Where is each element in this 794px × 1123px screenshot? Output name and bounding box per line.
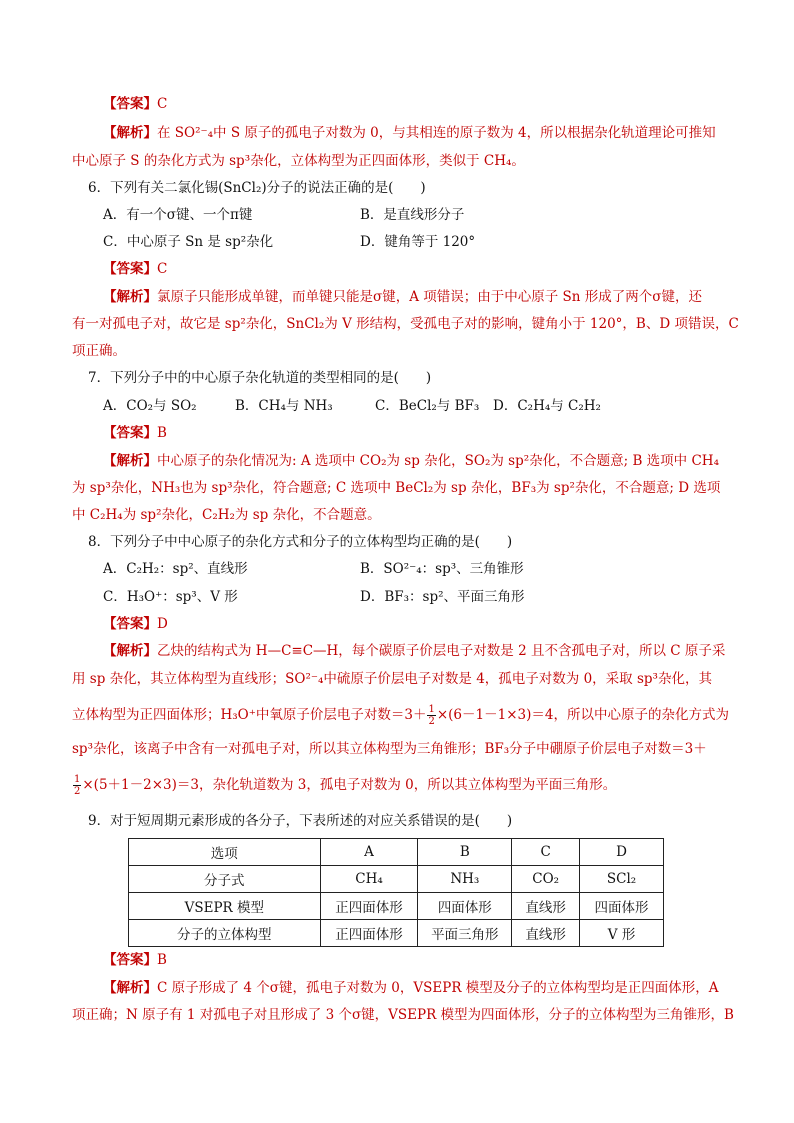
q7-analysis-line1: 【解析】中心原子的杂化情况为: A 选项中 CO₂为 sp 杂化，SO₂为 sp²杂化，不合题意; B 选项中 CH₄: [103, 453, 719, 469]
q7-analysis-line2: 为 sp³杂化，NH₃也为 sp³杂化，符合题意; C 选项中 BeCl₂为 sp 杂化，BF₃为 sp²杂化，不合题意; D 选项: [72, 480, 721, 496]
table-cell: SCl₂: [580, 866, 664, 893]
q7-option-c: C．BeCl₂与 BF₃: [375, 398, 480, 414]
q7-analysis-line3: 中 C₂H₄为 sp²杂化，C₂H₂为 sp 杂化，不合题意。: [72, 507, 381, 523]
q8-analysis-line2: 用 sp 杂化，其立体构型为直线形；SO²⁻₄中硫原子价层电子对数是 4，孤电子对数为 0，采取 sp³杂化，其: [72, 671, 712, 687]
table-cell: 分子的立体构型: [129, 920, 321, 947]
q8-option-b: B．SO²⁻₄：sp³、三角锥形: [360, 561, 524, 577]
q9-analysis-line2: 项正确；N 原子有 1 对孤电子对且形成了 3 个σ键，VSEPR 模型为四面体形，分子的立体构型为三角锥形，B: [72, 1007, 734, 1023]
q6-option-b: B．是直线形分子: [360, 207, 465, 223]
q8-analysis-line3: 立体构型为正四面体形；H₃O⁺中氧原子价层电子对数＝3＋ $\frac{1}{2}$ ×(6－1－1×3)＝4，所以中心原子的杂化方式为: [72, 704, 729, 727]
q6-stem: 6．下列有关二氯化锡(SnCl₂)分子的说法正确的是( ): [88, 180, 426, 196]
q8-stem: 8．下列分子中中心原子的杂化方式和分子的立体构型均正确的是( ): [88, 534, 513, 550]
table-cell: V 形: [580, 920, 664, 947]
q8-answer: 【答案】D: [103, 616, 168, 632]
q6-analysis-line2: 有一对孤电子对，故它是 sp²杂化，SnCl₂为 V 形结构，受孤电子对的影响，键角小于 120°，B、D 项错误，C: [72, 316, 739, 332]
fraction-one-half: $\frac{1}{2}$: [428, 704, 435, 727]
q8-analysis-line5: $\frac{1}{2}$ ×(5＋1－2×3)＝3，杂化轨道数为 3，孤电子对数为 0，所以其立体构型为平面三角形。: [74, 774, 617, 797]
table-cell: A: [320, 839, 418, 866]
q9-analysis-line1: 【解析】C 原子形成了 4 个σ键，孤电子对数为 0，VSEPR 模型及分子的立体构型均是正四面体形，A: [103, 980, 719, 996]
q9-answer: 【答案】B: [103, 952, 167, 968]
q7-option-b: B．CH₄与 NH₃: [235, 398, 333, 414]
q7-answer: 【答案】B: [103, 425, 167, 441]
q8-option-a: A．C₂H₂：sp²、直线形: [103, 561, 248, 577]
table-cell: CO₂: [512, 866, 580, 893]
q6-analysis-line3: 项正确。: [72, 343, 126, 359]
q6-answer: 【答案】C: [103, 261, 168, 277]
table-cell: VSEPR 模型: [129, 893, 321, 920]
q8-analysis-line1: 【解析】乙炔的结构式为 H—C≡C—H，每个碳原子价层电子对数是 2 且不含孤电子对，所以 C 原子采: [103, 643, 726, 659]
table-cell: 直线形: [512, 893, 580, 920]
table-row: [129, 893, 664, 920]
table-cell: 选项: [129, 839, 321, 866]
q8-analysis-line4: sp³杂化，该离子中含有一对孤电子对，所以其立体构型为三角锥形；BF₃分子中硼原子价层电子对数＝3＋: [72, 741, 707, 757]
table-cell: D: [580, 839, 664, 866]
table-cell: C: [512, 839, 580, 866]
q6-option-d: D．键角等于 120°: [360, 234, 476, 250]
q5-analysis-line2: 中心原子 S 的杂化方式为 sp³杂化，立体构型为正四面体形，类似于 CH₄。: [72, 153, 525, 169]
table-row: [129, 920, 664, 947]
fraction-one-half: $\frac{1}{2}$: [74, 774, 81, 797]
table-row: [129, 839, 664, 866]
table-cell: 四面体形: [580, 893, 664, 920]
q6-analysis-line1: 【解析】氯原子只能形成单键，而单键只能是σ键，A 项错误；由于中心原子 Sn 形成了两个σ键，还: [103, 289, 702, 305]
q8-option-c: C．H₃O⁺：sp³、V 形: [103, 589, 238, 605]
table-cell: 正四面体形: [320, 920, 418, 947]
q6-option-a: A．有一个σ键、一个π键: [103, 207, 253, 223]
table-cell: 四面体形: [418, 893, 512, 920]
q6-option-c: C．中心原子 Sn 是 sp²杂化: [103, 234, 274, 250]
table-cell: B: [418, 839, 512, 866]
table-cell: 分子式: [129, 866, 321, 893]
table-cell: 直线形: [512, 920, 580, 947]
q7-option-a: A．CO₂与 SO₂: [103, 398, 197, 414]
q5-analysis-line1: 【解析】在 SO²⁻₄中 S 原子的孤电子对数为 0，与其相连的原子数为 4，所以根据杂化轨道理论可推知: [103, 125, 716, 141]
q5-answer: 【答案】C: [103, 96, 168, 112]
q9-table: [128, 838, 664, 947]
q7-option-d: D．C₂H₄与 C₂H₂: [493, 398, 601, 414]
q7-stem: 7．下列分子中的中心原子杂化轨道的类型相同的是( ): [88, 370, 432, 386]
table-cell: CH₄: [320, 866, 418, 893]
q9-stem: 9．对于短周期元素形成的各分子，下表所述的对应关系错误的是( ): [88, 813, 513, 829]
q8-option-d: D．BF₃：sp²、平面三角形: [360, 589, 525, 605]
table-cell: 正四面体形: [320, 893, 418, 920]
table-cell: NH₃: [418, 866, 512, 893]
table-cell: 平面三角形: [418, 920, 512, 947]
table-row: [129, 866, 664, 893]
